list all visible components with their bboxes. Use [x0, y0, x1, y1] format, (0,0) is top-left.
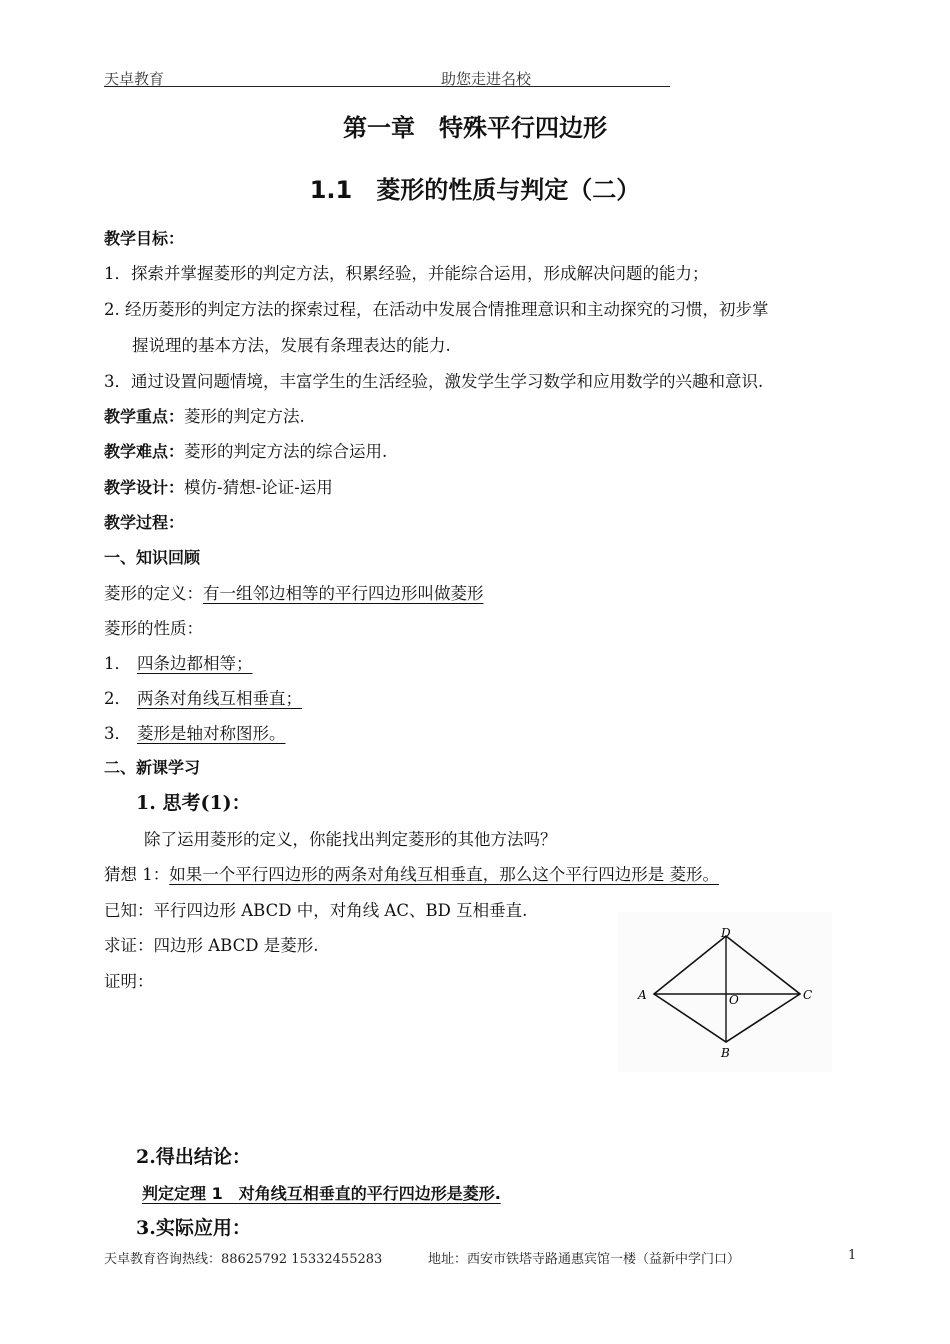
guess-row [104, 861, 719, 885]
difficulty-row [104, 438, 387, 462]
design-label: 教学设计： [104, 478, 185, 497]
design-text: 模仿-猜想-论证-运用 [184, 478, 333, 497]
difficulty-text: 菱形的判定方法的综合运用. [184, 442, 388, 461]
process-heading: 教学过程： [104, 513, 185, 532]
header-rule [104, 86, 670, 87]
guess-text: 如果一个平行四边形的两条对角线互相垂直，那么这个平行四边形是 菱形。 [169, 865, 719, 884]
design-row [104, 474, 333, 498]
key-point-row [104, 403, 305, 427]
definition-text: 有一组邻边相等的平行四边形叫做菱形 [203, 584, 484, 603]
goals-heading: 教学目标： [104, 229, 185, 248]
difficulty-label: 教学难点： [104, 442, 185, 461]
goal-item-1: 1．探索并掌握菱形的判定方法，积累经验，并能综合运用，形成解决问题的能力； [104, 264, 709, 283]
key-point-label: 教学重点： [104, 407, 185, 426]
lesson-title: 1.1 菱形的性质与判定（二） [309, 176, 641, 204]
page-number: 1 [848, 1248, 857, 1263]
think-heading: 1. 思考(1)： [136, 792, 251, 814]
chapter-title: 第一章 特殊平行四边形 [343, 114, 607, 142]
property-item [104, 720, 286, 744]
property-number: 1． [104, 654, 131, 673]
header-center: 助您走进名校 [441, 70, 532, 88]
rhombus-figure [618, 912, 832, 1072]
center-label-o: O [729, 993, 739, 1007]
property-number: 2． [104, 689, 131, 708]
rhombus-diagram [618, 912, 832, 1072]
think-question: 除了运用菱形的定义，你能找出判定菱形的其他方法吗？ [144, 830, 557, 849]
footer-address: 地址：西安市铁塔寺路通惠宾馆一楼（益新中学门口） [428, 1252, 741, 1267]
goal-item-3: 3．通过设置问题情境，丰富学生的生活经验，激发学生学习数学和应用数学的兴趣和意识. [104, 372, 764, 391]
property-item [104, 685, 302, 709]
proof-label: 证明： [104, 972, 154, 991]
properties-label: 菱形的性质： [104, 619, 203, 638]
guess-label: 猜想 1： [104, 865, 170, 884]
property-text: 四条边都相等； [137, 654, 253, 673]
header-left: 天卓教育 [104, 70, 165, 88]
rhombus-outline [654, 936, 800, 1042]
conclusion-heading: 2.得出结论： [136, 1146, 251, 1168]
vertex-label-d: D [721, 926, 731, 940]
vertex-label-b: B [721, 1046, 730, 1060]
vertex-label-c: C [803, 988, 813, 1002]
new-lesson-heading: 二、新课学习 [104, 758, 201, 777]
review-heading: 一、知识回顾 [104, 548, 201, 567]
property-item [104, 650, 253, 674]
goal-item-2-line-1: 2. 经历菱形的判定方法的探索过程，在活动中发展合情推理意识和主动探究的习惯，初步掌 [104, 300, 769, 319]
property-text: 菱形是轴对称图形。 [137, 724, 286, 743]
theorem-statement: 判定定理 1 对角线互相垂直的平行四边形是菱形. [142, 1184, 501, 1203]
vertex-label-a: A [638, 988, 647, 1002]
application-heading: 3.实际应用： [136, 1217, 251, 1239]
footer-hotline: 天卓教育咨询热线：88625792 15332455283 [104, 1252, 383, 1267]
definition-row [104, 580, 484, 604]
property-text: 两条对角线互相垂直； [137, 689, 302, 708]
given-statement: 已知：平行四边形 ABCD 中，对角线 AC、BD 互相垂直. [104, 901, 528, 920]
property-number: 3． [104, 724, 131, 743]
definition-label: 菱形的定义： [104, 584, 203, 603]
prove-statement: 求证：四边形 ABCD 是菱形. [104, 936, 319, 955]
goal-item-2-line-2: 握说理的基本方法，发展有条理表达的能力. [132, 336, 451, 355]
key-point-text: 菱形的判定方法. [184, 407, 305, 426]
